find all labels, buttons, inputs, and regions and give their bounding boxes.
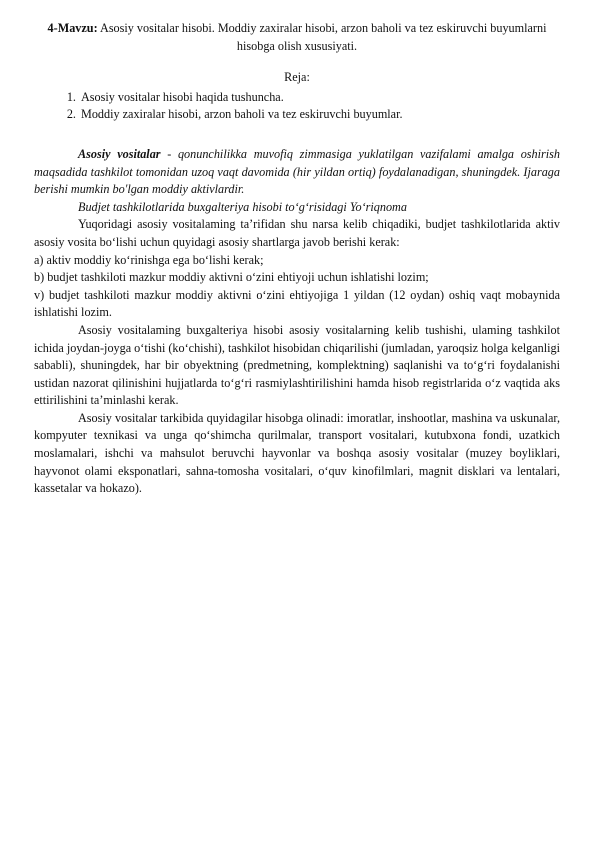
plan-heading: Reja: (284, 70, 310, 85)
condition-a: a) aktiv moddiy ko‘rinishga ega bo‘lishi kerak; (34, 252, 264, 267)
document-title (34, 20, 560, 55)
paragraph-conditions-intro: Yuqoridagi asosiy vositalaming ta’rifidan shu narsa kelib chiqadiki, budjet tashkilotlarida aktiv asosiy vosita bo‘lishi uchun quyidagi asosiy shartlarga javob berishi kerak: (34, 217, 560, 249)
condition-v: v) budjet tashkiloti mazkur moddiy aktivni o‘zini ehtiyojiga 1 yildan (12 oydan) oshiq vaqt mobaynida ishlatishi lozim. (34, 287, 560, 320)
topic-label: 4-Mavzu: (47, 21, 98, 35)
subheading: Budjet tashkilotlarida buxgalteriya hisobi to‘g‘risidagi Yo‘riqnoma (78, 199, 407, 214)
plan-item: 1. Asosiy vositalar hisobi haqida tushuncha. (79, 89, 560, 107)
definition-term: Asosiy vositalar (78, 146, 161, 161)
definition-paragraph (34, 146, 560, 199)
definition-text: - qonunchilikka muvofiq zimmasiga yuklatilgan vazifalami amalga oshirish maqsadida tashkilot tomonidan uzoq vaqt davomida (hir yildan ortiq) foydalanadigan, shuningdek. Ijaraga berishi mumkin bo'lgan moddiy aktivlardir. (34, 146, 560, 197)
paragraph-accounting: Asosiy vositalaming buxgalteriya hisobi asosiy vositalarning kelib tushishi, ulaming tashkilot ichida joydan-joyga o‘tishi (ko‘chishi), tashkilot hisobidan chiqarilishi (jumladan, yaroqsiz holga kelganligi sababli), shuningdek, har bir obyektning (predmetning, komplektning) saqlanishi va to‘g‘ri foydalanishi ustidan nazorat qilinishini hujjatlarda to‘g‘ri rasmiylashtirilishini hamda hisob registrlarida o‘z vaqtida aks ettirilishini ta’minlashi kerak. (34, 322, 560, 408)
condition-b: b) budjet tashkiloti mazkur moddiy aktivni o‘zini ehtiyoji uchun ishlatishi lozim; (34, 270, 429, 285)
main-content (34, 146, 560, 498)
paragraph-composition: Asosiy vositalar tarkibida quyidagilar hisobga olinadi: imoratlar, inshootlar, mashina va uskunalar, kompyuter texnikasi va unga qo‘shimcha qurilmalar, transport vositalari, kutubxona fondi, uzatkich moslamalari, ishchi va mahsulot beruvchi hayvonlar va boshqa asosiy vositalar (muzey boyliklari, hayvonot olami eksponatlari, sahna-tomosha vositalari, o‘quv kinofilmlari, magnit disklari va lentalari, kassetalar va hokazo). (34, 410, 560, 496)
topic-text: Asosiy vositalar hisobi. Moddiy zaxiralar hisobi, arzon baholi va tez eskiruvchi buyumlarni hisobga olish xususiyati. (97, 21, 547, 53)
plan-list (34, 89, 560, 124)
document-page (34, 20, 560, 498)
plan-item: 2. Moddiy zaxiralar hisobi, arzon baholi va tez eskiruvchi buyumlar. (79, 106, 560, 124)
